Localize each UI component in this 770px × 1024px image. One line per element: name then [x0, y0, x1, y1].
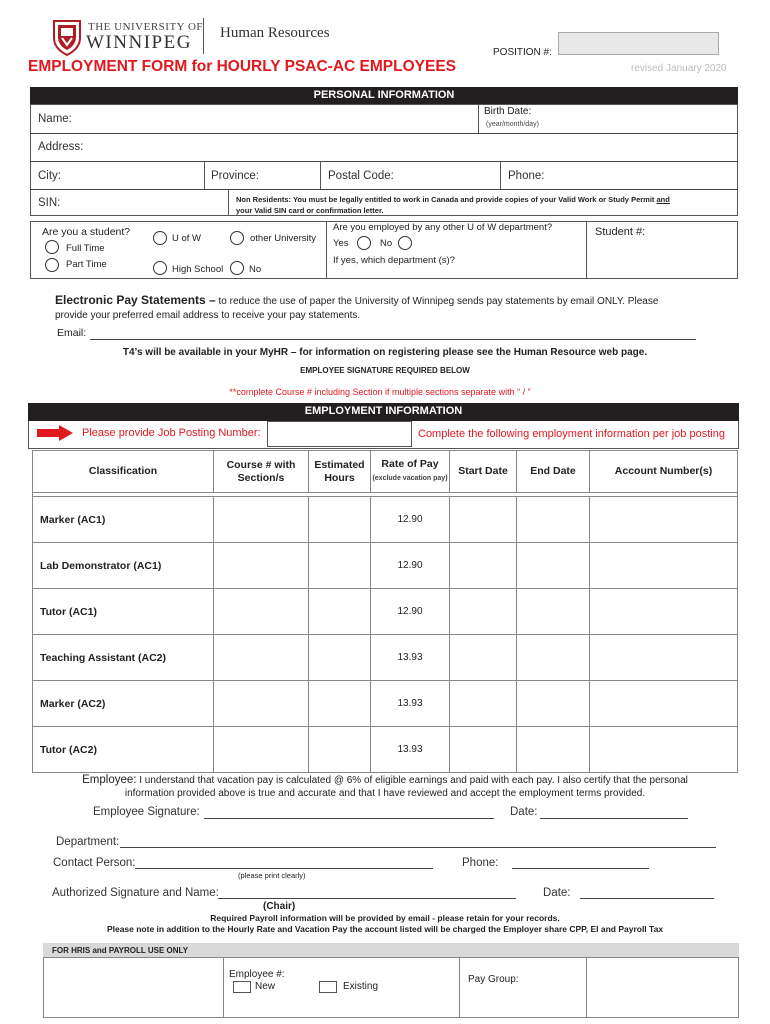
payroll-note-line1: Required Payroll information will be provided by email - please retain for your records.	[210, 913, 560, 923]
rate-cell: 13.93	[371, 681, 450, 727]
hours-cell[interactable]	[309, 543, 371, 589]
employee-signature-label: Employee Signature:	[93, 806, 200, 818]
divider	[320, 161, 321, 189]
col-end: End Date	[517, 451, 590, 493]
payroll-note	[0, 913, 770, 935]
course-cell[interactable]	[214, 681, 309, 727]
rate-cell: 12.90	[371, 497, 450, 543]
full-time-radio[interactable]	[45, 240, 59, 254]
personal-info-heading: PERSONAL INFORMATION	[313, 89, 455, 101]
col-course	[214, 451, 309, 493]
name-field[interactable]	[30, 104, 478, 133]
divider	[586, 221, 587, 279]
divider	[459, 958, 460, 1018]
new-label: New	[255, 981, 276, 992]
hours-cell[interactable]	[309, 681, 371, 727]
form-title: EMPLOYMENT FORM for HOURLY PSAC-AC EMPLOYEES	[28, 58, 457, 75]
course-cell[interactable]	[214, 727, 309, 773]
non-resident-note-and: and	[656, 195, 670, 204]
pay-group-label: Pay Group:	[468, 974, 519, 985]
divider	[500, 161, 501, 189]
hours-cell[interactable]	[309, 727, 371, 773]
phone-label: Phone:	[508, 170, 545, 182]
account-cell[interactable]	[590, 727, 738, 773]
end-date-cell[interactable]	[517, 497, 590, 543]
end-date-cell[interactable]	[517, 635, 590, 681]
pay-statement-text: to reduce the use of paper the University of Winnipeg sends pay statements by email ONLY. Please	[215, 296, 659, 307]
divider	[204, 161, 205, 189]
pay-statement-title: Electronic Pay Statements –	[55, 293, 216, 307]
existing-checkbox[interactable]	[319, 981, 337, 993]
employee-declaration	[0, 774, 770, 800]
postal-code-label: Postal Code:	[328, 170, 394, 182]
end-date-cell[interactable]	[517, 681, 590, 727]
divider	[586, 958, 587, 1018]
divider	[30, 189, 738, 190]
classification-cell: Lab Demonstrator (AC1)	[33, 543, 214, 589]
part-time-label: Part Time	[66, 259, 107, 270]
payroll-note-line2: Please note in addition to the Hourly Rate and Vacation Pay the account listed will be charged the Employer share CPP, EI and Payroll Tax	[106, 924, 664, 934]
high-school-label: High School	[172, 264, 224, 275]
course-cell[interactable]	[214, 589, 309, 635]
employed-yes-label: Yes	[333, 238, 349, 249]
not-student-label: No	[249, 264, 262, 275]
course-cell[interactable]	[214, 497, 309, 543]
account-cell[interactable]	[590, 635, 738, 681]
table-row	[33, 635, 738, 681]
part-time-radio[interactable]	[45, 258, 59, 272]
account-cell[interactable]	[590, 497, 738, 543]
employee-declaration-label: Employee:	[82, 774, 137, 786]
revised-date: revised January 2020	[631, 63, 727, 74]
employee-date-input[interactable]	[540, 818, 688, 819]
non-resident-note	[236, 194, 736, 216]
end-date-cell[interactable]	[517, 543, 590, 589]
table-header-row	[33, 451, 738, 493]
address-label: Address:	[38, 141, 84, 153]
chair-label: (Chair)	[263, 901, 296, 912]
employed-question: Are you employed by any other U of W department?	[333, 222, 553, 233]
hours-cell[interactable]	[309, 589, 371, 635]
job-posting-input[interactable]	[267, 421, 412, 447]
account-cell[interactable]	[590, 543, 738, 589]
address-field[interactable]	[30, 134, 738, 161]
city-label: City:	[38, 170, 61, 182]
new-checkbox[interactable]	[233, 981, 251, 993]
course-cell[interactable]	[214, 635, 309, 681]
employee-date-label: Date:	[510, 806, 538, 818]
email-label: Email:	[57, 327, 87, 339]
employee-declaration-text2: information provided above is true and accurate and that I have reviewed and accept the employment terms provided.	[124, 788, 646, 799]
divider	[228, 189, 229, 216]
print-clearly-hint: (please print clearly)	[238, 871, 306, 880]
province-label: Province:	[211, 170, 259, 182]
u-of-w-radio[interactable]	[153, 231, 167, 245]
birth-date-hint: (year/month/day)	[486, 121, 539, 128]
account-cell[interactable]	[590, 681, 738, 727]
university-name: WINNIPEG	[86, 32, 192, 53]
rate-cell: 12.90	[371, 543, 450, 589]
pay-statement-text2: provide your preferred email address to receive your pay statements.	[55, 310, 361, 321]
existing-label: Existing	[343, 981, 379, 992]
classification-cell: Teaching Assistant (AC2)	[33, 635, 214, 681]
contact-person-input[interactable]	[135, 868, 433, 869]
col-rate-hint: (exclude vacation pay)	[372, 475, 448, 482]
col-course-line2: Section/s	[237, 471, 285, 484]
start-date-cell[interactable]	[450, 589, 517, 635]
header-divider	[203, 18, 204, 54]
position-label: POSITION #:	[493, 47, 552, 58]
contact-person-label: Contact Person:	[53, 857, 136, 869]
t4-note: T4’s will be available in your MyHR – for information on registering please see the Human Resource web page.	[122, 347, 648, 358]
hris-heading: FOR HRIS and PAYROLL USE ONLY	[52, 946, 189, 955]
col-hours	[309, 451, 371, 493]
course-note: **complete Course # including Section if multiple sections separate with “ / ”	[229, 387, 531, 397]
account-cell[interactable]	[590, 589, 738, 635]
job-posting-label: Please provide Job Posting Number:	[82, 427, 261, 439]
start-date-cell[interactable]	[450, 635, 517, 681]
rate-cell: 12.90	[371, 589, 450, 635]
employed-no-label: No	[380, 238, 393, 249]
start-date-cell[interactable]	[450, 727, 517, 773]
col-account: Account Number(s)	[590, 451, 738, 493]
department-name: Human Resources	[220, 25, 330, 41]
sin-label: SIN:	[38, 197, 61, 209]
authorized-signature-label: Authorized Signature and Name:	[52, 887, 219, 899]
non-resident-note-line2: your Valid SIN card or confirmation letter.	[236, 206, 384, 215]
col-hours-line2: Hours	[324, 471, 355, 484]
position-input[interactable]	[558, 32, 719, 55]
rate-cell: 13.93	[371, 727, 450, 773]
col-start: Start Date	[450, 451, 517, 493]
classification-cell: Marker (AC1)	[33, 497, 214, 543]
course-cell[interactable]	[214, 543, 309, 589]
divider	[223, 958, 224, 1018]
full-time-label: Full Time	[66, 243, 105, 254]
classification-cell: Tutor (AC2)	[33, 727, 214, 773]
authorized-date-input[interactable]	[580, 898, 714, 899]
end-date-cell[interactable]	[517, 727, 590, 773]
classification-cell: Marker (AC2)	[33, 681, 214, 727]
non-resident-note-text: Non Residents: You must be legally entitled to work in Canada and provide copies of your Valid Work or Study Permit	[236, 195, 655, 204]
department-input[interactable]	[120, 847, 716, 848]
student-question: Are you a student?	[42, 226, 131, 238]
employee-declaration-text: I understand that vacation pay is calculated @ 6% of eligible earnings and paid with each pay. I also certify that the personal	[136, 775, 688, 786]
arrow-right-icon	[37, 425, 73, 441]
personal-info-header	[30, 87, 738, 105]
employed-yes-radio[interactable]	[357, 236, 371, 250]
employed-no-radio[interactable]	[398, 236, 412, 250]
birth-date-label: Birth Date:	[484, 106, 532, 117]
table-row	[33, 727, 738, 773]
email-input[interactable]	[90, 339, 696, 340]
col-course-line1: Course # with	[226, 458, 296, 471]
table-row	[33, 681, 738, 727]
employment-info-header	[28, 403, 739, 421]
authorized-signature-input[interactable]	[218, 898, 516, 899]
start-date-cell[interactable]	[450, 497, 517, 543]
classification-cell: Tutor (AC1)	[33, 589, 214, 635]
start-date-cell[interactable]	[450, 681, 517, 727]
table-row	[33, 589, 738, 635]
rate-cell: 13.93	[371, 635, 450, 681]
employee-number-label: Employee #:	[229, 969, 285, 980]
contact-phone-input[interactable]	[512, 868, 649, 869]
col-classification: Classification	[33, 451, 214, 493]
col-hours-line1: Estimated	[314, 458, 365, 471]
signature-required: EMPLOYEE SIGNATURE REQUIRED BELOW	[300, 366, 470, 375]
authorized-date-label: Date:	[543, 887, 571, 899]
hours-cell[interactable]	[309, 497, 371, 543]
table-row	[33, 497, 738, 543]
not-student-radio[interactable]	[230, 261, 244, 275]
university-name-top: THE UNIVERSITY OF	[88, 21, 204, 33]
other-university-radio[interactable]	[230, 231, 244, 245]
col-rate-label: Rate of Pay	[381, 458, 439, 470]
start-date-cell[interactable]	[450, 543, 517, 589]
u-of-w-label: U of W	[172, 233, 202, 244]
contact-phone-label: Phone:	[462, 857, 499, 869]
divider	[30, 161, 738, 162]
divider	[478, 104, 479, 133]
complete-info-note: Complete the following employment information per job posting	[418, 428, 725, 440]
divider	[326, 221, 327, 279]
name-label: Name:	[38, 113, 72, 125]
which-department-label: If yes, which department (s)?	[333, 255, 455, 266]
pay-statement-paragraph	[55, 293, 745, 323]
student-number-label: Student #:	[595, 226, 646, 238]
table-row	[33, 543, 738, 589]
hours-cell[interactable]	[309, 635, 371, 681]
department-label: Department:	[56, 836, 120, 848]
employee-signature-input[interactable]	[204, 818, 494, 819]
other-university-label: other University	[250, 233, 316, 244]
end-date-cell[interactable]	[517, 589, 590, 635]
employment-table	[32, 450, 738, 773]
high-school-radio[interactable]	[153, 261, 167, 275]
employment-info-heading: EMPLOYMENT INFORMATION	[304, 405, 463, 417]
col-rate	[371, 451, 450, 493]
university-crest-icon	[52, 18, 82, 56]
